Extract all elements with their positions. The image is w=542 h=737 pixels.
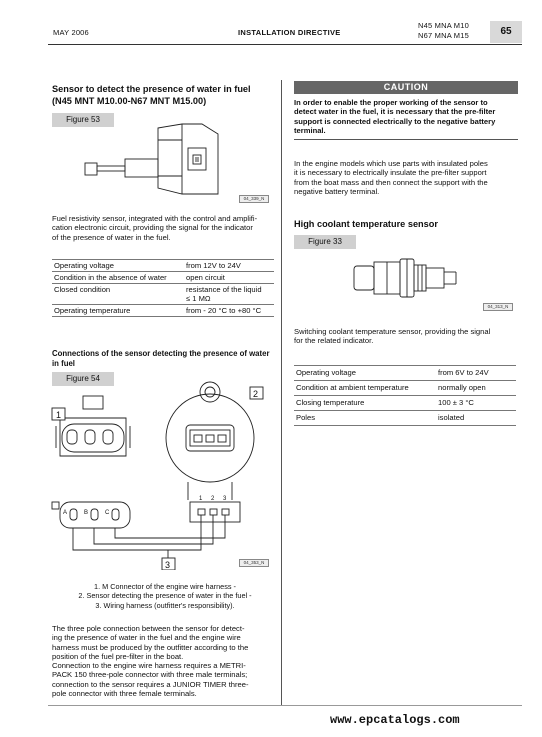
spec-name: Operating voltage [294, 366, 436, 381]
para-line: from the boat mass and then connect the support with the [294, 177, 488, 187]
connections-title-line: Connections of the sensor detecting the presence of water [52, 349, 270, 358]
body-line: pole connector with three female terminals. [52, 689, 197, 699]
desc-line: Fuel resistivity sensor, integrated with the control and amplifi- [52, 214, 258, 223]
caution-line: detect water in the fuel, it is necessary that the pre-filter [294, 107, 496, 117]
terminal-label: C [105, 510, 110, 516]
body-line: ing the presence of water in the fuel and the engine wire [52, 633, 241, 643]
spec-name: Condition in the absence of water [52, 272, 184, 284]
spec-name: Poles [294, 411, 436, 426]
terminal-label: A [63, 510, 68, 516]
caution-divider [294, 139, 518, 140]
pin-number: 2 [211, 496, 215, 502]
spec-name: Condition at ambient temperature [294, 381, 436, 396]
watermark-url: www.epcatalogs.com [330, 713, 460, 727]
wiring-diagram [48, 378, 278, 570]
callout-1: 1 [56, 410, 62, 420]
water-sensor-spec-table [52, 259, 274, 317]
spec-value: from 12V to 24V [184, 260, 274, 272]
caution-line: In order to enable the proper working of the sensor to [294, 98, 488, 107]
legend-line: 1. M Connector of the engine wire harness - [94, 582, 236, 591]
figure-54-legend [52, 582, 278, 610]
spec-value: open circuit [184, 272, 274, 284]
body-line: position of the fuel pre-filter in the boat. [52, 651, 184, 661]
spec-name: Closing temperature [294, 396, 436, 411]
table-row [52, 284, 274, 305]
spec-name: Operating voltage [52, 260, 184, 272]
table-row [294, 381, 516, 396]
table-row [52, 260, 274, 272]
para-line: it is necessary to electrically insulate the pre-filter support [294, 168, 487, 178]
table-row [294, 411, 516, 426]
insulated-poles-text [294, 159, 520, 196]
water-sensor-description [52, 214, 278, 242]
connections-title-line: in fuel [52, 359, 75, 368]
figure-33-id: 04_313_N [483, 303, 513, 311]
desc-line: of the presence of water in the fuel. [52, 232, 171, 242]
body-line: harness must be produced by the outfitter according to the [52, 642, 249, 652]
figure-53-label: Figure 53 [52, 113, 114, 127]
pin-number: 3 [223, 496, 227, 502]
table-row [52, 272, 274, 284]
coolant-sensor-description [294, 327, 520, 346]
table-row [294, 366, 516, 381]
para-line: In the engine models which use parts with insulated poles [294, 159, 488, 168]
figure-54-label: Figure 54 [52, 372, 114, 386]
terminal-label: B [84, 510, 89, 516]
spec-value: isolated [436, 411, 516, 426]
header-title: INSTALLATION DIRECTIVE [238, 28, 341, 37]
coolant-sensor-title: High coolant temperature sensor [294, 219, 438, 229]
section-title-water-sensor: Sensor to detect the presence of water in fuel [52, 84, 251, 94]
header-models-2: N67 MNA M15 [418, 31, 469, 40]
header-date: MAY 2006 [53, 28, 89, 37]
para-line: negative battery terminal. [294, 186, 380, 196]
caution-header: CAUTION [294, 81, 518, 94]
connection-instructions [52, 624, 278, 698]
figure-54-id: 04_353_N [239, 559, 269, 567]
figure-33-label: Figure 33 [294, 235, 356, 249]
water-sensor-drawing [60, 112, 272, 204]
body-line: The three pole connection between the sensor for detect- [52, 624, 245, 633]
body-line: PACK 150 three-pole connector with three male terminals; [52, 670, 248, 680]
page-number: 65 [490, 21, 522, 43]
footer-rule [48, 705, 522, 706]
caution-line: terminal. [294, 125, 326, 135]
connections-title [52, 349, 278, 369]
caution-text [294, 98, 520, 135]
spec-value: normally open [436, 381, 516, 396]
desc-line: for the related indicator. [294, 336, 374, 346]
spec-name: Operating temperature [52, 305, 184, 317]
spec-value: resistance of the liquid ≤ 1 MΩ [184, 284, 274, 305]
body-line: connection to the sensor requires a JUNIOR TIMER three- [52, 679, 249, 689]
column-divider [281, 80, 282, 705]
header-models-1: N45 MNA M10 [418, 21, 469, 30]
caution-line: support is connected electrically to the negative battery [294, 116, 496, 126]
spec-value: from - 20 °C to +80 °C [184, 305, 274, 317]
figure-53-id: 04_339_N [239, 195, 269, 203]
body-line: Connection to the engine wire harness requires a METRI- [52, 661, 246, 671]
callout-3: 3 [165, 560, 171, 570]
spec-value: 100 ± 3 °C [436, 396, 516, 411]
desc-line: Switching coolant temperature sensor, providing the signal [294, 327, 491, 336]
spec-value: from 6V to 24V [436, 366, 516, 381]
header-rule [48, 44, 522, 45]
legend-line: 3. Wiring harness (outfitter's responsibility). [95, 600, 235, 610]
section-subtitle-models: (N45 MNT M10.00-N67 MNT M15.00) [52, 96, 207, 106]
table-row [294, 396, 516, 411]
coolant-sensor-spec-table [294, 365, 516, 426]
table-row [52, 305, 274, 317]
desc-line: cation electronic circuit, providing the signal for the indicator [52, 223, 253, 233]
pin-number: 1 [199, 496, 203, 502]
callout-2: 2 [253, 389, 259, 399]
legend-line: 2. Sensor detecting the presence of water in the fuel - [78, 591, 252, 601]
spec-name: Closed condition [52, 284, 184, 305]
